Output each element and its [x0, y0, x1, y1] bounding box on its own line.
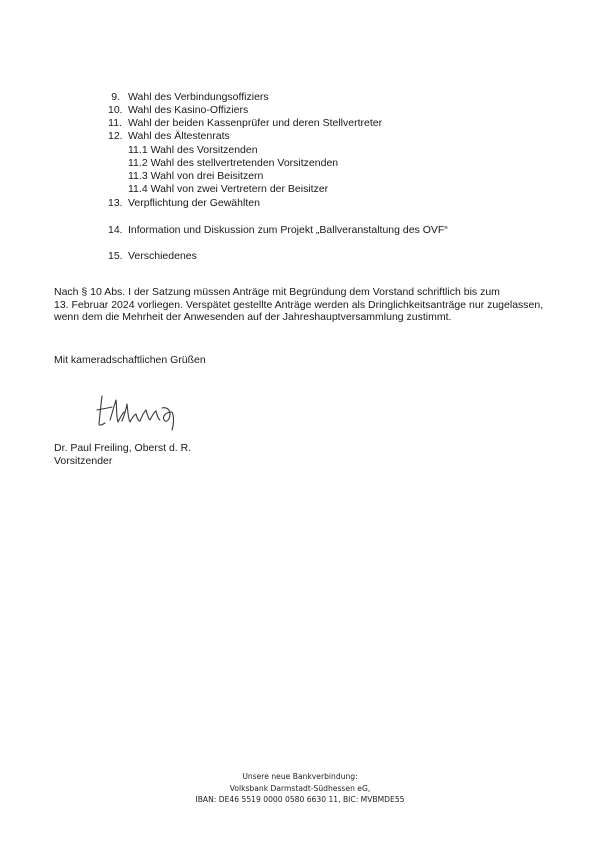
agenda-item-number: 14. [108, 224, 123, 236]
signer-name: Dr. Paul Freiling, Oberst d. R. [54, 442, 192, 454]
agenda-subitem: 11.2 Wahl des stellvertretenden Vorsitzenden [128, 157, 339, 169]
footer-line: IBAN: DE46 5519 0000 0580 6630 11, BIC: MVBMDE55 [195, 795, 405, 804]
paragraph-line: Nach § 10 Abs. I der Satzung müssen Anträge mit Begründung dem Vorstand schriftlich bis zum [54, 286, 500, 298]
paragraph-line: 13. Februar 2024 vorliegen. Verspätet gestellte Anträge werden als Dringlichkeitsanträge nur zugelassen, [54, 298, 544, 311]
signature [96, 390, 186, 434]
agenda-item-text: Wahl des Ältestenrats [128, 130, 230, 142]
signer-role: Vorsitzender [54, 455, 113, 467]
agenda-item-text: Wahl der beiden Kassenprüfer und deren Stellvertreter [128, 117, 383, 129]
footer-line: Volksbank Darmstadt-Südhessen eG, [229, 783, 371, 793]
agenda-item-number: 9. [111, 91, 120, 103]
agenda-item-number: 11. [108, 117, 122, 129]
agenda-subitem: 11.1 Wahl des Vorsitzenden [128, 144, 258, 156]
agenda-item-text: Wahl des Verbindungsoffiziers [128, 91, 269, 103]
agenda-item-text: Wahl des Kasino-Offiziers [128, 104, 249, 116]
agenda-item-text: Verschiedenes [128, 250, 197, 262]
agenda-subitem: 11.4 Wahl von zwei Vertretern der Beisitzer [128, 183, 329, 195]
agenda-item-number: 13. [108, 197, 123, 209]
footer-line: Unsere neue Bankverbindung: [242, 772, 358, 781]
agenda-item-number: 15. [108, 250, 123, 262]
agenda-subitem: 11.3 Wahl von drei Beisitzern [128, 170, 264, 182]
agenda-item-text: Information und Diskussion zum Projekt „Ballveranstaltung des OVF“ [128, 224, 448, 236]
paragraph-line: wenn dem die Mehrheit der Anwesenden auf der Jahreshauptversammlung zustimmt. [54, 311, 452, 323]
motions-paragraph [54, 286, 554, 324]
agenda-item-number: 10. [108, 104, 123, 116]
closing-greeting: Mit kameradschaftlichen Grüßen [54, 354, 206, 366]
bank-footer [0, 771, 600, 806]
agenda-item-text: Verpflichtung der Gewählten [128, 197, 260, 209]
agenda-item-number: 12. [108, 130, 123, 142]
